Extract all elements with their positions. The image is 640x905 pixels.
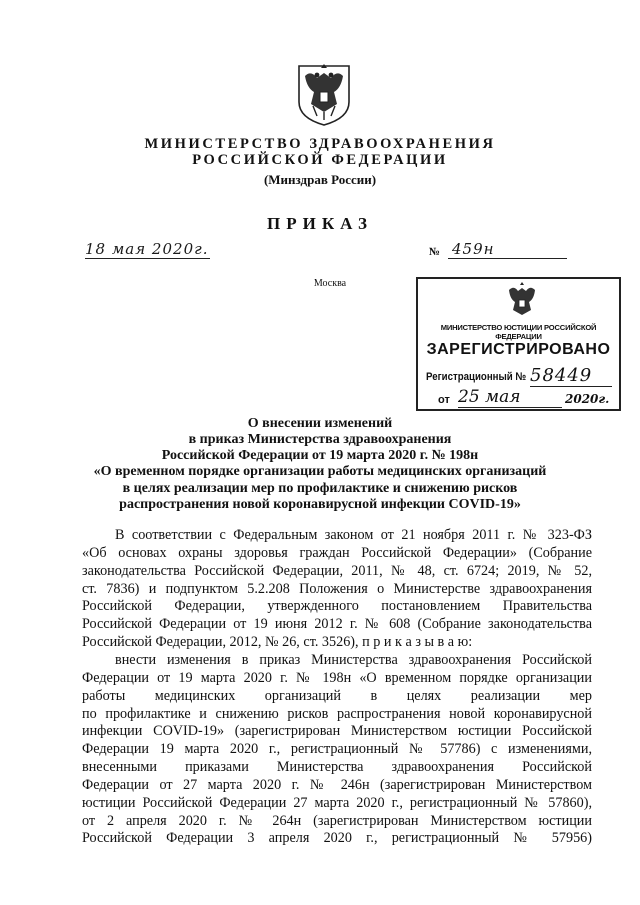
title-line: распространения новой коронавирусной инфекции COVID-19» [119,497,521,512]
body-paragraph-2 [82,652,592,848]
body-line: инфекции COVID-19» (зарегистрирован Министерством юстиции Российской [82,723,592,740]
body-line: Российской Федерации, утвержденного постановлением Правительства [82,598,592,615]
coat-of-arms-emblem-icon [293,62,355,128]
body-line: Российской Федерации 3 апреля 2020 г., регистрационный № 57956) [82,830,592,847]
body-line: «Об основах охраны здоровья граждан Российской Федерации» (Собрание [82,544,592,561]
stamp-organization: МИНИСТЕРСТВО ЮСТИЦИИ РОССИЙСКОЙ ФЕДЕРАЦИИ [440,323,597,341]
order-number-prefix: № [429,246,441,258]
body-line: Федерации от 27 марта 2020 г. № 246н (зарегистрирован Министерством [82,776,592,793]
body-line: юстиции Российской Федерации 27 марта 2020 г., регистрационный № 57860), [82,794,592,811]
body-line: Российской Федерации, 2012, № 26, ст. 3526), п р и к а з ы в а ю: [82,634,473,651]
body-line: работы медицинских организаций в целях реализации мер [82,687,592,704]
document-type-title: ПРИКАЗ [267,214,373,233]
title-line: Российской Федерации от 19 марта 2020 г. № 198н [161,448,479,463]
ministry-short-name: (Минздрав России) [263,172,377,187]
stamp-registration-label: Регистрационный № [426,371,527,383]
stamp-registered-status: ЗАРЕГИСТРИРОВАНО [426,341,611,358]
body-line: Федерации от 19 марта 2020 г. № 198н «О временном порядке организации [82,669,592,686]
title-line: в целях реализации мер по профилактике и снижению рисков [122,481,518,496]
title-line: О внесении изменений [247,416,393,431]
body-line: ст. 7836) и подпунктом 5.2.208 Положения о Министерстве здравоохранения [82,580,592,597]
ministry-name-line1: МИНИСТЕРСТВО ЗДРАВООХРАНЕНИЯ [144,136,496,152]
stamp-year: 2020г. [565,392,610,406]
city-name: Москва [313,278,347,289]
body-line: внести изменения в приказ Министерства здравоохранения Российской [115,652,592,668]
body-paragraph-1 [82,527,592,652]
order-date-handwritten: 18 мая 2020г. [85,240,209,258]
title-line: «О временном порядке организации работы медицинских организаций [93,464,547,479]
body-line: В соответствии с Федеральным законом от 21 ноября 2011 г. № 323-ФЗ [115,527,592,543]
body-line: от 2 апреля 2020 г. № 264н (зарегистрирован Министерством юстиции [82,812,592,829]
ministry-name-line2: РОССИЙСКОЙ ФЕДЕРАЦИИ [192,152,448,168]
registration-stamp [416,277,621,411]
stamp-emblem-icon [505,282,539,318]
body-line: Федерации 19 марта 2020 г., регистрационный № 57786) с изменениями, [82,741,592,758]
stamp-date-prefix: от [438,394,450,406]
stamp-registration-number: 58449 [530,365,612,387]
order-number-handwritten: 459н [448,240,567,259]
title-line: в приказ Министерства здравоохранения [188,432,452,447]
body-line: Российской Федерации от 19 июня 2012 г. № 608 (Собрание законодательства [82,616,592,633]
body-line: внесенными приказами Министерства здравоохранения Российской [82,759,592,776]
stamp-date-handwritten: 25 мая [458,387,562,408]
body-line: законодательства Российской Федерации, 2011, № 48, ст. 6724; 2019, № 52, [82,562,592,579]
body-line: по профилактике и снижению рисков распространения новой коронавирусной [82,705,592,722]
